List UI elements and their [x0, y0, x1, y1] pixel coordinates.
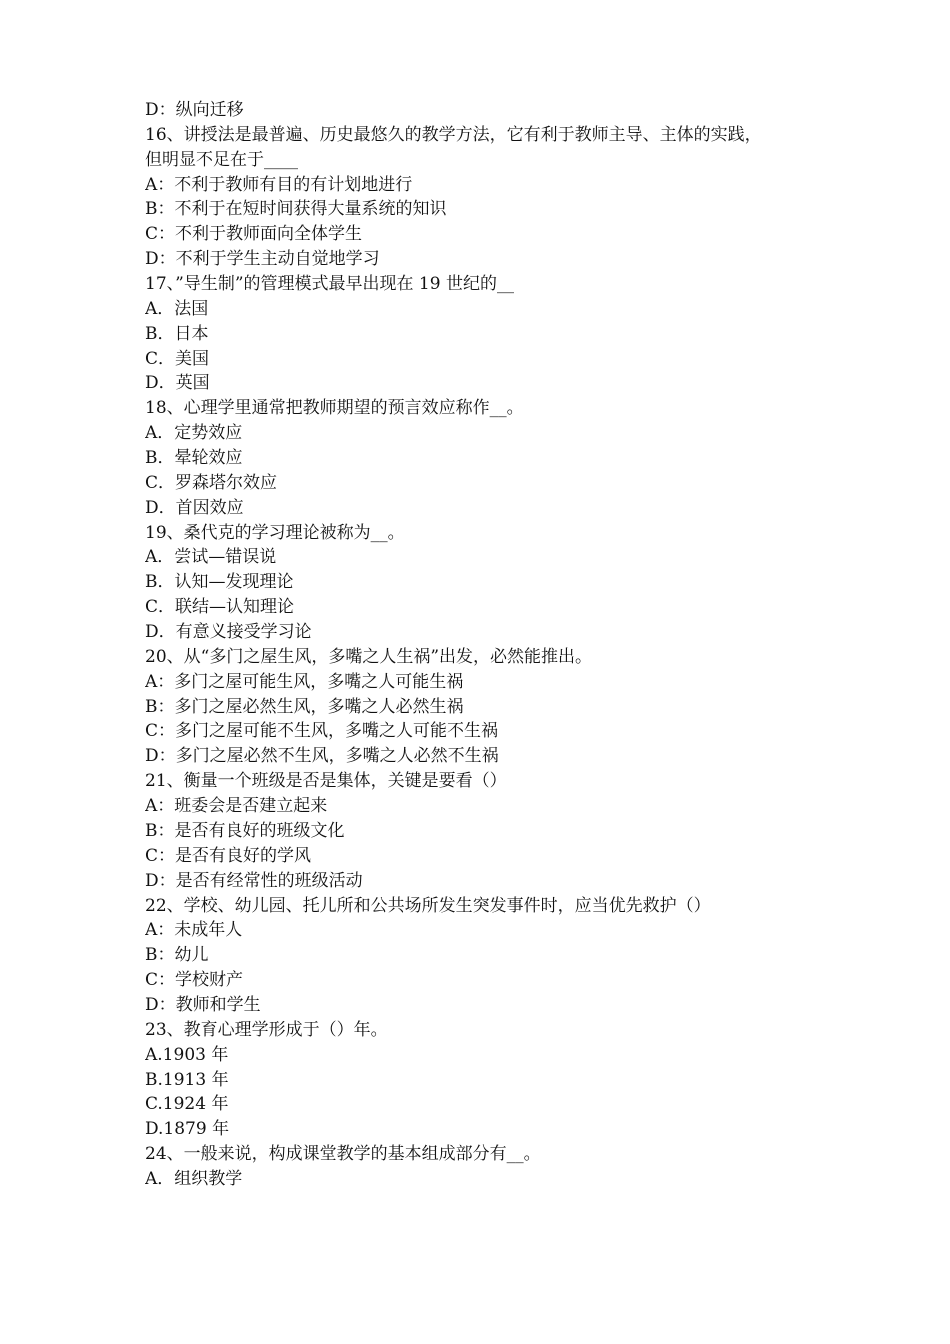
q19-option-a: A．尝试—错误说 [145, 547, 277, 568]
q16-option-c: C：不利于教师面向全体学生 [145, 224, 363, 245]
q22-option-c: C：学校财产 [145, 970, 244, 991]
question-19: 19、桑代克的学习理论被称为__。 [145, 522, 405, 543]
question-22: 22、学校、幼儿园、托儿所和公共场所发生突发事件时，应当优先救护（） [145, 895, 711, 916]
q20-option-c: C：多门之屋可能不生风，多嘴之人可能不生祸 [145, 721, 499, 742]
q22-option-b: B：幼儿 [145, 945, 209, 966]
document-body [145, 98, 815, 1192]
question-24: 24、一般来说，构成课堂教学的基本组成部分有__。 [145, 1144, 541, 1165]
q22-option-d: D：教师和学生 [145, 994, 261, 1015]
q23-option-b: B.1913 年 [145, 1069, 229, 1090]
q18-option-c: C．罗森塔尔效应 [145, 472, 278, 493]
q20-option-b: B：多门之屋必然生风，多嘴之人必然生祸 [145, 696, 464, 717]
question-16-line-1: 16、讲授法是最普遍、历史最悠久的教学方法，它有利于教师主导、主体的实践， [145, 124, 762, 145]
question-23: 23、教育心理学形成于（）年。 [145, 1019, 388, 1040]
question-17: 17、”导生制”的管理模式最早出现在 19 世纪的__ [145, 274, 514, 295]
q20-option-a: A：多门之屋可能生风，多嘴之人可能生祸 [145, 671, 464, 692]
q19-option-c: C．联结—认知理论 [145, 597, 295, 618]
q21-option-b: B：是否有良好的班级文化 [145, 820, 345, 841]
q23-option-a: A.1903 年 [145, 1044, 229, 1065]
q18-option-b: B．晕轮效应 [145, 448, 243, 469]
q21-option-c: C：是否有良好的学风 [145, 845, 312, 866]
q16-option-a: A：不利于教师有目的有计划地进行 [145, 174, 413, 195]
q17-option-c: C．美国 [145, 348, 210, 369]
q18-option-d: D．首因效应 [145, 497, 244, 518]
q16-option-b: B：不利于在短时间获得大量系统的知识 [145, 199, 447, 220]
q19-option-b: B．认知—发现理论 [145, 572, 294, 593]
q18-option-a: A．定势效应 [145, 423, 243, 444]
option-d-line: D：纵向迁移 [145, 100, 244, 120]
q16-option-d: D：不利于学生主动自觉地学习 [145, 249, 380, 270]
q17-option-d: D．英国 [145, 373, 210, 394]
q21-option-a: A：班委会是否建立起来 [145, 796, 328, 817]
q17-option-b: B．日本 [145, 323, 209, 344]
q20-option-d: D：多门之屋必然不生风，多嘴之人必然不生祸 [145, 746, 499, 767]
q22-option-a: A：未成年人 [145, 920, 243, 941]
question-16-line-2: 但明显不足在于____ [145, 149, 298, 170]
q19-option-d: D．有意义接受学习论 [145, 622, 312, 643]
question-21: 21、衡量一个班级是否是集体，关键是要看（） [145, 771, 507, 792]
question-20: 20、从“多门之屋生风，多嘴之人生祸”出发，必然能推出。 [145, 646, 593, 667]
q23-option-c: C.1924 年 [145, 1094, 229, 1115]
q23-option-d: D.1879 年 [145, 1119, 230, 1140]
q17-option-a: A．法国 [145, 298, 209, 319]
q24-option-a: A．组织教学 [145, 1168, 243, 1189]
q21-option-d: D：是否有经常性的班级活动 [145, 870, 363, 891]
question-18: 18、心理学里通常把教师期望的预言效应称作__。 [145, 398, 524, 419]
